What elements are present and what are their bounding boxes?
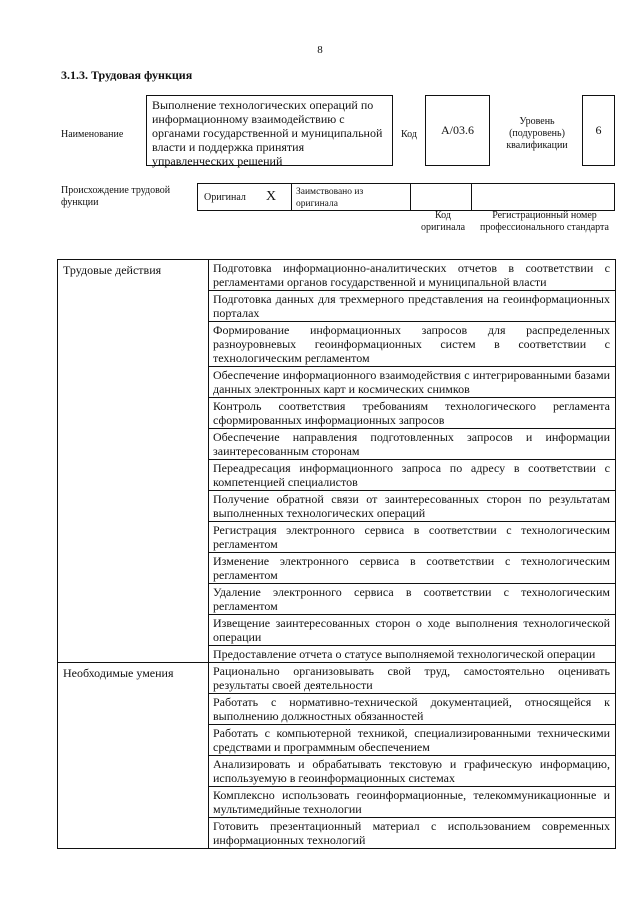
list-item: Формирование информационных запросов для распределенных разноуровневых геоинформационных систем в соответствии с технологическим регламентом [209,322,616,367]
origin-label: Происхождение трудовой функции [61,185,171,208]
list-item: Подготовка информационно-аналитических отчетов в соответствии с регламентами органов государственной и муниципальной власти [209,260,616,291]
list-item: Изменение электронного сервиса в соответствии с технологическим регламентом [209,553,616,584]
list-item: Удаление электронного сервиса в соответствии с технологическим регламентом [209,584,616,615]
list-item: Переадресация информационного запроса по адресу в соответствии с компетенцией специалистов [209,460,616,491]
code-box: А/03.6 [425,95,490,166]
code-label: Код [401,129,417,140]
origin-borrowed-label: Заимствовано из оригинала [296,187,364,209]
list-item: Получение обратной связи от заинтересованных сторон по результатам выполненных технологических операций [209,491,616,522]
level-label: Уровень (подуровень) квалификации [506,116,568,151]
list-item: Рационально организовывать свой труд, самостоятельно оценивать результаты своей деятельности [209,663,616,694]
list-item: Анализировать и обрабатывать текстовую и графическую информацию, используемую в геоинформационных системах [209,756,616,787]
list-item: Подготовка данных для трехмерного представления на геоинформационных порталах [209,291,616,322]
section-title: 3.1.3. Трудовая функция [61,68,193,82]
origin-reg-caption: Регистрационный номер профессионального стандарта [480,210,609,233]
list-item: Готовить презентационный материал с использованием современных информационных технологий [209,818,616,849]
origin-original-cell [197,183,292,211]
origin-code-cell [410,183,472,211]
list-item: Предоставление отчета о статусе выполняемой технологической операции [209,646,616,663]
section-heading: Трудовые действия [58,260,209,663]
level-box: 6 [582,95,615,166]
origin-row [197,183,615,211]
origin-code-caption: Код оригинала [420,210,466,233]
table-row [58,260,616,291]
section-heading: Необходимые умения [58,663,209,849]
list-item: Контроль соответствия требованиям технологического регламента сформированных информационных запросов [209,398,616,429]
list-item: Обеспечение информационного взаимодействия с интегрированными базами данных электронных карт и космических снимков [209,367,616,398]
list-item: Работать с нормативно-технической документацией, относящейся к выполнению должностных обязанностей [209,694,616,725]
origin-original-label: Оригинал [204,192,246,203]
origin-borrowed-cell [291,183,411,211]
list-item: Комплексно использовать геоинформационные, телекоммуникационные и мультимедийные технологии [209,787,616,818]
list-item: Работать с компьютерной техникой, специализированными техническими средствами и программным обеспечением [209,725,616,756]
list-item: Обеспечение направления подготовленных запросов и информации заинтересованным сторонам [209,429,616,460]
origin-reg-cell [471,183,615,211]
name-label: Наименование [61,129,124,140]
functions-table [57,259,616,849]
page-number: 8 [317,44,323,56]
list-item: Извещение заинтересованных сторон о ходе выполнения технологической операции [209,615,616,646]
table-row [58,663,616,694]
list-item: Регистрация электронного сервиса в соответствии с технологическим регламентом [209,522,616,553]
function-name-box: Выполнение технологических операций по информационному взаимодействию с органами государственной и муниципальной власти и поддержка принятия управленческих решений [146,95,393,166]
origin-original-mark: X [266,189,277,204]
